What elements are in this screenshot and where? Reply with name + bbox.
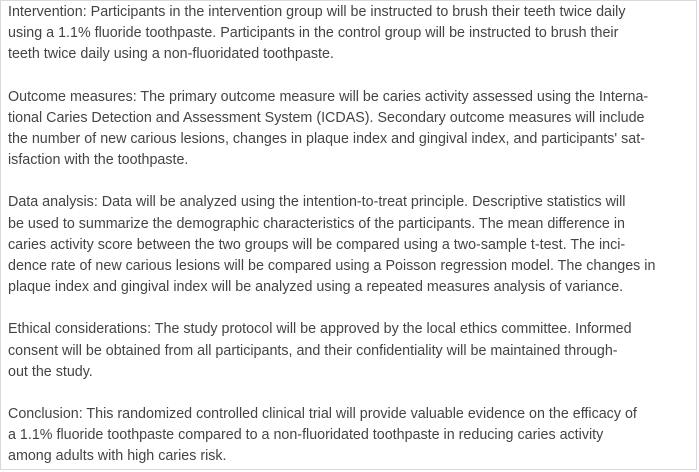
text-line: using a 1.1% fluoride toothpaste. Participants in the control group will be instructed to brush their: [8, 25, 619, 42]
paragraph-ethical-considerations: [8, 319, 692, 383]
text-line: be used to summarize the demographic characteristics of the participants. The mean difference in: [8, 215, 625, 232]
text-line: Ethical considerations: The study protocol will be approved by the local ethics committee. Informed: [8, 321, 632, 338]
text-line: plaque index and gingival index will be analyzed using a repeated measures analysis of variance.: [8, 279, 624, 296]
document-body: [8, 2, 692, 470]
text-line: consent will be obtained from all participants, and their confidentiality will be maintained through-: [8, 342, 618, 359]
text-line: isfaction with the toothpaste.: [8, 152, 189, 169]
text-line: tional Caries Detection and Assessment System (ICDAS). Secondary outcome measures will include: [8, 109, 645, 126]
text-line: Intervention: Participants in the intervention group will be instructed to brush their teeth twice daily: [8, 4, 626, 20]
text-line: a 1.1% fluoride toothpaste compared to a non-fluoridated toothpaste in reducing caries activity: [8, 427, 604, 444]
paragraph-data-analysis: [8, 192, 692, 298]
text-line: out the study.: [8, 363, 93, 380]
text-line: Conclusion: This randomized controlled clinical trial will provide valuable evidence on the efficacy of: [8, 406, 637, 423]
paragraph-intervention: [8, 2, 692, 66]
text-line: dence rate of new carious lesions will be compared using a Poisson regression model. The changes in: [8, 258, 656, 275]
text-line: caries activity score between the two groups will be compared using a two-sample t-test. The inci-: [8, 236, 626, 253]
text-line: Data analysis: Data will be analyzed using the intention-to-treat principle. Descriptive statistics will: [8, 194, 626, 211]
text-line: the number of new carious lesions, changes in plaque index and gingival index, and participants' sat-: [8, 131, 645, 148]
text-line: teeth twice daily using a non-fluoridated toothpaste.: [8, 46, 334, 63]
text-line: Outcome measures: The primary outcome measure will be caries activity assessed using the Interna-: [8, 88, 649, 105]
paragraph-conclusion: [8, 404, 692, 468]
paragraph-outcome-measures: [8, 87, 692, 172]
text-line: among adults with high caries risk.: [8, 448, 227, 465]
